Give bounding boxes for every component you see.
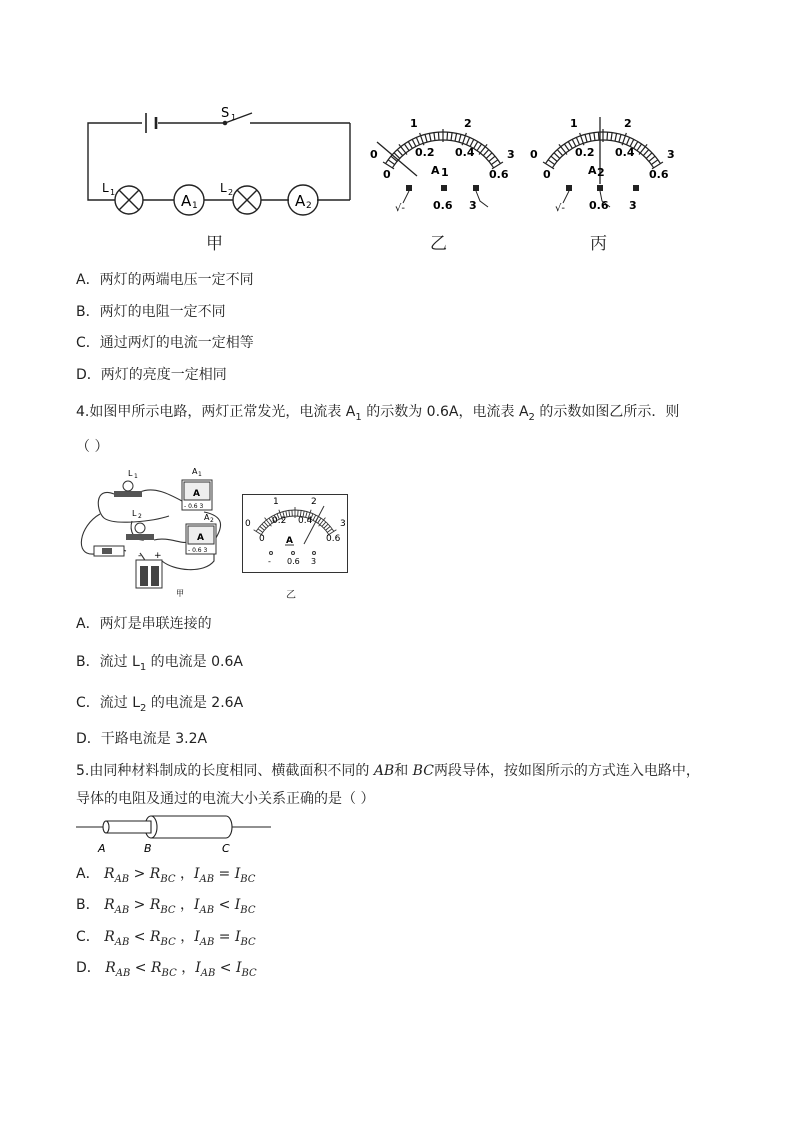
q5-stem-line1: 5.由同种材料制成的长度相同、横截面积不同的 AB和 BC两段导体，按如图所示的方式连入电路中， bbox=[76, 763, 700, 779]
svg-text:2: 2 bbox=[624, 117, 632, 130]
svg-text:0: 0 bbox=[543, 168, 551, 181]
q3-option-b: B．两灯的电阻一定不同 bbox=[76, 304, 226, 320]
lamp1-label: L bbox=[102, 181, 109, 195]
svg-text:B: B bbox=[144, 842, 152, 854]
ammeter-a2-symbol: A bbox=[295, 192, 306, 210]
svg-text:3: 3 bbox=[469, 199, 477, 212]
svg-text:2: 2 bbox=[311, 497, 317, 507]
q4-option-c: C．流过 $L_2$ 的电流是 2.6A bbox=[76, 695, 244, 714]
q4-stem: 4.如图甲所示电路，两灯正常发光，电流表 $A_1$ 的示数为 0.6A，电流表 $A_2$ 的示数如图乙所示．则 bbox=[76, 404, 680, 423]
svg-text:√-: √- bbox=[395, 203, 405, 214]
q5-option-d: D． $R_{AB} < R_{BC}$ ，$I_{AB} < I_{BC}$ bbox=[76, 960, 257, 979]
svg-text:2: 2 bbox=[464, 117, 472, 130]
svg-text:1: 1 bbox=[110, 188, 116, 197]
svg-text:A: A bbox=[286, 536, 293, 546]
switch-label: S bbox=[221, 106, 230, 121]
svg-text:0.2: 0.2 bbox=[575, 146, 595, 159]
svg-text:3: 3 bbox=[311, 557, 317, 566]
q4-option-a: A．两灯是串联连接的 bbox=[76, 616, 212, 632]
svg-text:1: 1 bbox=[198, 471, 202, 478]
svg-text:1: 1 bbox=[231, 113, 237, 122]
svg-text:+: + bbox=[154, 551, 162, 561]
svg-text:-: - bbox=[268, 557, 271, 566]
svg-text:C: C bbox=[222, 842, 230, 854]
svg-text:1: 1 bbox=[134, 473, 138, 480]
svg-text:3: 3 bbox=[667, 148, 675, 161]
q3-option-a: A．两灯的两端电压一定不同 bbox=[76, 272, 254, 288]
svg-text:A: A bbox=[193, 489, 200, 499]
caption-yi: 乙 bbox=[430, 234, 447, 254]
caption-jia: 甲 bbox=[206, 234, 223, 254]
svg-text:2: 2 bbox=[138, 513, 142, 520]
svg-text:0: 0 bbox=[530, 148, 538, 161]
q3-option-d: D．两灯的亮度一定相同 bbox=[76, 367, 227, 383]
svg-text:0.6: 0.6 bbox=[326, 534, 341, 544]
svg-text:A: A bbox=[98, 842, 106, 854]
svg-text:0.6: 0.6 bbox=[433, 199, 453, 212]
svg-text:A: A bbox=[197, 533, 204, 543]
svg-text:0.4: 0.4 bbox=[298, 516, 313, 526]
ammeter-dial-yi bbox=[365, 112, 525, 220]
svg-text:0: 0 bbox=[259, 534, 265, 544]
svg-text:0.6: 0.6 bbox=[287, 557, 300, 566]
q5-option-b: B． $R_{AB} > R_{BC}$ ，$I_{AB} < I_{BC}$ bbox=[76, 897, 256, 916]
q4-option-d: D．干路电流是 3.2A bbox=[76, 731, 208, 747]
svg-text:A: A bbox=[204, 513, 210, 522]
svg-text:3: 3 bbox=[507, 148, 515, 161]
svg-text:3: 3 bbox=[629, 199, 637, 212]
q5-option-c: C． $R_{AB} < R_{BC}$ ，$I_{AB} = I_{BC}$ bbox=[76, 929, 256, 948]
svg-text:A: A bbox=[588, 164, 597, 177]
q5-option-a: A． $R_{AB} > R_{BC}$ ，$I_{AB} = I_{BC}$ bbox=[76, 866, 256, 885]
svg-text:- 0.6 3: - 0.6 3 bbox=[188, 547, 208, 554]
svg-text:0.6: 0.6 bbox=[589, 199, 609, 212]
svg-text:L: L bbox=[128, 469, 133, 478]
svg-text:2: 2 bbox=[597, 166, 605, 179]
svg-text:0.2: 0.2 bbox=[272, 516, 287, 526]
svg-text:0: 0 bbox=[245, 519, 251, 529]
svg-text:1: 1 bbox=[410, 117, 418, 130]
svg-text:0.6: 0.6 bbox=[649, 168, 669, 181]
q5-stem-line2: 导体的电阻及通过的电流大小关系正确的是（ ） bbox=[76, 791, 375, 807]
svg-text:0: 0 bbox=[370, 148, 378, 161]
lamp2-label: L bbox=[220, 181, 227, 195]
q4-stem-bracket: （ ） bbox=[76, 439, 109, 455]
q4-ammeter-dial-yi bbox=[242, 494, 348, 574]
svg-text:0.4: 0.4 bbox=[615, 146, 635, 159]
svg-text:0: 0 bbox=[383, 168, 391, 181]
svg-text:2: 2 bbox=[306, 201, 312, 211]
svg-text:L: L bbox=[132, 509, 137, 518]
q4-circuit-photo-jia bbox=[74, 466, 234, 606]
ammeter-a1-symbol: A bbox=[181, 192, 192, 210]
ammeter-dial-bing bbox=[525, 112, 685, 220]
svg-text:0.4: 0.4 bbox=[455, 146, 475, 159]
svg-text:1: 1 bbox=[570, 117, 578, 130]
svg-text:3: 3 bbox=[340, 519, 346, 529]
circuit-figure-jia bbox=[80, 100, 360, 230]
q4-caption-yi: 乙 bbox=[286, 590, 296, 601]
svg-text:2: 2 bbox=[228, 188, 234, 197]
svg-text:0.2: 0.2 bbox=[415, 146, 435, 159]
svg-text:1: 1 bbox=[273, 497, 279, 507]
svg-text:1: 1 bbox=[441, 166, 449, 179]
q4-option-b: B．流过 $L_1$ 的电流是 0.6A bbox=[76, 654, 243, 673]
svg-text:1: 1 bbox=[192, 201, 198, 211]
q3-option-c: C．通过两灯的电流一定相等 bbox=[76, 335, 254, 351]
q4-caption-jia: 甲 bbox=[176, 589, 184, 598]
svg-text:√-: √- bbox=[555, 203, 565, 214]
svg-text:2: 2 bbox=[210, 517, 214, 524]
caption-bing: 丙 bbox=[590, 234, 607, 254]
q5-conductor-figure bbox=[76, 812, 276, 854]
svg-text:-: - bbox=[138, 551, 142, 561]
svg-text:0.6: 0.6 bbox=[489, 168, 509, 181]
svg-text:A: A bbox=[431, 164, 440, 177]
svg-text:- 0.6 3: - 0.6 3 bbox=[184, 503, 204, 510]
svg-text:A: A bbox=[192, 467, 198, 476]
